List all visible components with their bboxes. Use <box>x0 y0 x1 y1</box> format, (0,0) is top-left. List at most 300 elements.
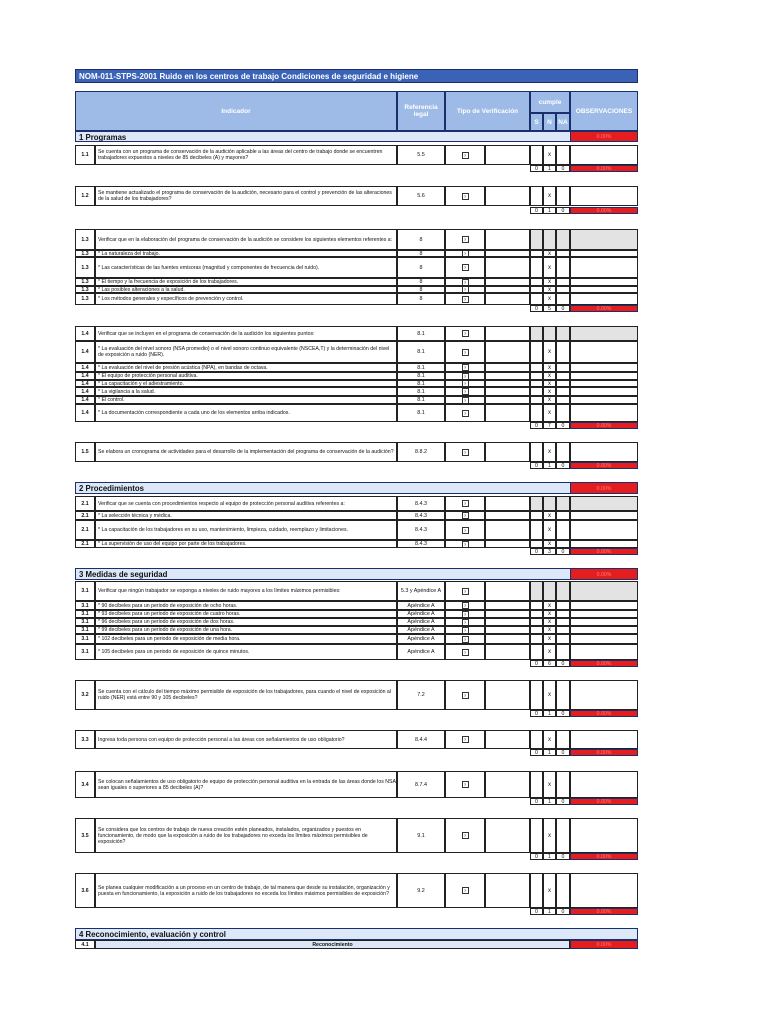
verification-cell[interactable] <box>445 626 485 634</box>
verification-note-cell[interactable] <box>485 257 530 278</box>
cumple-s-cell[interactable] <box>530 387 543 396</box>
cumple-n-cell[interactable] <box>543 229 556 250</box>
group-percent: 0.00% <box>570 853 638 860</box>
cumple-n-cell[interactable]: x <box>543 396 556 404</box>
cumple-na-cell[interactable] <box>556 581 570 601</box>
checkbox-icon[interactable]: ? <box>462 449 469 456</box>
cumple-s-cell[interactable] <box>530 626 543 634</box>
checkbox-icon[interactable]: ? <box>462 250 469 257</box>
verification-note-cell[interactable] <box>485 250 530 257</box>
cumple-n-cell[interactable]: x <box>543 186 556 206</box>
cumple-na-cell[interactable] <box>556 818 570 853</box>
observaciones-cell[interactable] <box>570 618 638 626</box>
cumple-n-cell[interactable]: x <box>543 873 556 908</box>
cumple-n-cell[interactable]: x <box>543 626 556 634</box>
cumple-n-cell[interactable]: x <box>543 680 556 710</box>
cumple-s-cell[interactable] <box>530 540 543 548</box>
cumple-na-cell[interactable] <box>556 520 570 540</box>
item-number: 3.6 <box>75 873 95 908</box>
verification-cell[interactable] <box>445 186 485 206</box>
item-reference: 8.1 <box>397 396 445 404</box>
verification-cell[interactable] <box>445 396 485 404</box>
verification-cell[interactable] <box>445 372 485 380</box>
observaciones-cell[interactable] <box>570 145 638 165</box>
verification-cell[interactable] <box>445 540 485 548</box>
verification-cell[interactable] <box>445 229 485 250</box>
total-na: 0 <box>556 462 570 469</box>
cumple-s-cell[interactable] <box>530 293 543 305</box>
cumple-na-cell[interactable] <box>556 293 570 305</box>
item-reference: Apéndice A <box>397 626 445 634</box>
verification-cell[interactable] <box>445 326 485 341</box>
total-s: 0 <box>530 305 543 312</box>
item-reference: Apéndice A <box>397 634 445 644</box>
cumple-n-cell[interactable]: x <box>543 771 556 798</box>
verification-note-cell[interactable] <box>485 404 530 422</box>
verification-note-cell[interactable] <box>485 634 530 644</box>
total-na: 0 <box>556 798 570 805</box>
verification-cell[interactable] <box>445 286 485 293</box>
total-na: 0 <box>556 749 570 756</box>
cumple-na-cell[interactable] <box>556 250 570 257</box>
cumple-s-cell[interactable] <box>530 278 543 286</box>
observaciones-cell[interactable] <box>570 380 638 387</box>
item-reference: 8 <box>397 257 445 278</box>
cumple-s-cell[interactable] <box>530 873 543 908</box>
item-text: * El control. <box>95 396 397 404</box>
verification-note-cell[interactable] <box>485 145 530 165</box>
total-na: 0 <box>556 853 570 860</box>
verification-cell[interactable] <box>445 278 485 286</box>
cumple-s-cell[interactable] <box>530 396 543 404</box>
group-percent: 0.00% <box>570 165 638 172</box>
observaciones-cell[interactable] <box>570 257 638 278</box>
verification-note-cell[interactable] <box>485 601 530 610</box>
cumple-n-cell[interactable]: x <box>543 730 556 749</box>
cumple-s-cell[interactable] <box>530 511 543 520</box>
cumple-na-cell[interactable] <box>556 145 570 165</box>
observaciones-cell[interactable] <box>570 680 638 710</box>
cumple-na-cell[interactable] <box>556 229 570 250</box>
checkbox-icon[interactable]: ? <box>462 388 469 395</box>
item-reference: 8 <box>397 278 445 286</box>
verification-note-cell[interactable] <box>485 372 530 380</box>
cumple-na-cell[interactable] <box>556 372 570 380</box>
observaciones-cell[interactable] <box>570 229 638 250</box>
verification-note-cell[interactable] <box>485 511 530 520</box>
verification-note-cell[interactable] <box>485 229 530 250</box>
cumple-na-cell[interactable] <box>556 626 570 634</box>
verification-cell[interactable] <box>445 618 485 626</box>
checkbox-icon[interactable]: ? <box>462 330 469 337</box>
section-percent: 0.00% <box>570 568 638 580</box>
verification-cell[interactable] <box>445 496 485 511</box>
verification-cell[interactable] <box>445 644 485 660</box>
observaciones-cell[interactable] <box>570 496 638 511</box>
observaciones-cell[interactable] <box>570 818 638 853</box>
total-n: 1 <box>543 798 556 805</box>
cumple-na-cell[interactable] <box>556 286 570 293</box>
cumple-na-cell[interactable] <box>556 363 570 372</box>
observaciones-cell[interactable] <box>570 873 638 908</box>
verification-note-cell[interactable] <box>485 771 530 798</box>
verification-note-cell[interactable] <box>485 680 530 710</box>
verification-cell[interactable] <box>445 250 485 257</box>
cumple-n-cell[interactable]: x <box>543 341 556 363</box>
cumple-s-cell[interactable] <box>530 442 543 462</box>
item-number: 3.1 <box>75 581 95 601</box>
verification-cell[interactable] <box>445 610 485 618</box>
cumple-n-cell[interactable] <box>543 326 556 341</box>
cumple-na-cell[interactable] <box>556 442 570 462</box>
cumple-na-cell[interactable] <box>556 610 570 618</box>
checkbox-icon[interactable]: ? <box>462 636 469 643</box>
verification-note-cell[interactable] <box>485 644 530 660</box>
verification-note-cell[interactable] <box>485 341 530 363</box>
section-header: 1 Programas <box>75 131 570 142</box>
checkbox-icon[interactable]: ? <box>462 193 469 200</box>
cumple-n-cell[interactable]: x <box>543 404 556 422</box>
item-number: 1.4 <box>75 341 95 363</box>
observaciones-cell[interactable] <box>570 610 638 618</box>
item-number: 1.1 <box>75 145 95 165</box>
checkbox-icon[interactable]: ? <box>462 692 469 699</box>
cumple-n-cell[interactable]: x <box>543 818 556 853</box>
item-text: Verificar que ningún trabajador se exponga a niveles de ruido mayores a los límites máximos permisibles: <box>95 581 397 601</box>
item-text: * Los métodos generales y específicos de prevención y control. <box>95 293 397 305</box>
cumple-na-cell[interactable] <box>556 404 570 422</box>
observaciones-cell[interactable] <box>570 644 638 660</box>
verification-note-cell[interactable] <box>485 496 530 511</box>
cumple-na-cell[interactable] <box>556 771 570 798</box>
item-text: * La vigilancia a la salud. <box>95 387 397 396</box>
verification-cell[interactable] <box>445 341 485 363</box>
observaciones-cell[interactable] <box>570 730 638 749</box>
cumple-s-cell[interactable] <box>530 601 543 610</box>
cumple-na-cell[interactable] <box>556 540 570 548</box>
total-s: 0 <box>530 710 543 717</box>
item-text: Verificar que se cuenta con procedimientos respecto al equipo de protección personal auditiva referentes a: <box>95 496 397 511</box>
item-text: * La naturaleza del trabajo. <box>95 250 397 257</box>
cumple-na-cell[interactable] <box>556 496 570 511</box>
verification-cell[interactable] <box>445 601 485 610</box>
observaciones-cell[interactable] <box>570 771 638 798</box>
cumple-n-cell[interactable]: x <box>543 278 556 286</box>
total-s: 0 <box>530 422 543 429</box>
item-text: * 99 decibeles para un periodo de exposición de una hora. <box>95 626 397 634</box>
checkbox-icon[interactable]: ? <box>462 611 469 618</box>
checkbox-icon[interactable]: ? <box>462 832 469 839</box>
checkbox-icon[interactable]: ? <box>462 781 469 788</box>
checkbox-icon[interactable]: ? <box>462 500 469 507</box>
item-reference: 5.5 <box>397 145 445 165</box>
checkbox-icon[interactable]: ? <box>462 364 469 371</box>
verification-cell[interactable] <box>445 520 485 540</box>
section-percent: 0.00% <box>570 131 638 142</box>
observaciones-cell[interactable] <box>570 634 638 644</box>
total-na: 0 <box>556 908 570 915</box>
cumple-na-cell[interactable] <box>556 511 570 520</box>
verification-note-cell[interactable] <box>485 442 530 462</box>
verification-cell[interactable] <box>445 145 485 165</box>
cumple-n-cell[interactable]: x <box>543 644 556 660</box>
cumple-s-cell[interactable] <box>530 730 543 749</box>
checkbox-icon[interactable]: ? <box>462 264 469 271</box>
observaciones-cell[interactable] <box>570 601 638 610</box>
cumple-s-cell[interactable] <box>530 771 543 798</box>
observaciones-cell[interactable] <box>570 626 638 634</box>
cumple-s-cell[interactable] <box>530 818 543 853</box>
item-reference: 8.1 <box>397 363 445 372</box>
cumple-na-cell[interactable] <box>556 278 570 286</box>
verification-note-cell[interactable] <box>485 873 530 908</box>
verification-cell[interactable] <box>445 771 485 798</box>
cumple-n-cell[interactable] <box>543 496 556 511</box>
verification-cell[interactable] <box>445 634 485 644</box>
checkbox-icon[interactable]: ? <box>462 541 469 548</box>
verification-note-cell[interactable] <box>485 380 530 387</box>
group-percent: 0.00% <box>570 422 638 429</box>
verification-cell[interactable] <box>445 257 485 278</box>
section-header: 3 Medidas de seguridad <box>75 568 570 580</box>
observaciones-cell[interactable] <box>570 387 638 396</box>
item-number: 3.1 <box>75 610 95 618</box>
cumple-na-cell[interactable] <box>556 644 570 660</box>
checkbox-icon[interactable]: ? <box>462 649 469 656</box>
cumple-na-cell[interactable] <box>556 387 570 396</box>
item-reference: 8 <box>397 286 445 293</box>
cumple-s-cell[interactable] <box>530 286 543 293</box>
item-number: 1.3 <box>75 278 95 286</box>
observaciones-cell[interactable] <box>570 442 638 462</box>
checkbox-icon[interactable]: ? <box>462 627 469 634</box>
cumple-s-cell[interactable] <box>530 581 543 601</box>
cumple-s-cell[interactable] <box>530 186 543 206</box>
item-reference: 8 <box>397 250 445 257</box>
item-number: 1.2 <box>75 186 95 206</box>
observaciones-cell[interactable] <box>570 520 638 540</box>
item-text: Se colocan señalamientos de uso obligatorio de equipo de protección personal auditiva en la entrada de las áreas donde los NSA sean iguales o superiores a 85 decibeles (A)? <box>95 771 397 798</box>
item-text: Se considera que los centros de trabajo de nueva creación estén planeados, instalados, organizados y puestos en funcionamiento, de modo que la exposición a ruido de los trabajadores no exceda los límites máximos permisibles de exposición? <box>95 818 397 853</box>
cumple-na-cell[interactable] <box>556 618 570 626</box>
group-percent: 0.00% <box>570 462 638 469</box>
observaciones-cell[interactable] <box>570 341 638 363</box>
observaciones-cell[interactable] <box>570 293 638 305</box>
cumple-n-cell[interactable]: x <box>543 511 556 520</box>
cumple-n-cell[interactable]: x <box>543 363 556 372</box>
observaciones-cell[interactable] <box>570 396 638 404</box>
verification-note-cell[interactable] <box>485 278 530 286</box>
verification-cell[interactable] <box>445 363 485 372</box>
verification-note-cell[interactable] <box>485 396 530 404</box>
item-number: 3.1 <box>75 601 95 610</box>
item-reference: 8.1 <box>397 326 445 341</box>
checkbox-icon[interactable]: ? <box>462 380 469 387</box>
item-number: 1.3 <box>75 257 95 278</box>
cumple-n-cell[interactable]: x <box>543 601 556 610</box>
group-percent: 0.00% <box>570 908 638 915</box>
verification-cell[interactable] <box>445 442 485 462</box>
cumple-s-cell[interactable] <box>530 404 543 422</box>
cumple-n-cell[interactable]: x <box>543 145 556 165</box>
verification-note-cell[interactable] <box>485 363 530 372</box>
cumple-s-cell[interactable] <box>530 326 543 341</box>
checkbox-icon[interactable]: ? <box>462 286 469 293</box>
total-s: 0 <box>530 207 543 214</box>
total-n: 1 <box>543 908 556 915</box>
item-reference: 8.1 <box>397 387 445 396</box>
observaciones-cell[interactable] <box>570 326 638 341</box>
cumple-na-cell[interactable] <box>556 680 570 710</box>
cumple-n-cell[interactable]: x <box>543 293 556 305</box>
cumple-s-cell[interactable] <box>530 257 543 278</box>
checkbox-icon[interactable]: ? <box>462 373 469 380</box>
cumple-s-cell[interactable] <box>530 250 543 257</box>
cumple-s-cell[interactable] <box>530 380 543 387</box>
cumple-s-cell[interactable] <box>530 618 543 626</box>
checkbox-icon[interactable]: ? <box>462 410 469 417</box>
group-percent: 0.00% <box>570 710 638 717</box>
cumple-n-cell[interactable]: x <box>543 250 556 257</box>
cumple-s-cell[interactable] <box>530 520 543 540</box>
verification-note-cell[interactable] <box>485 293 530 305</box>
cumple-na-cell[interactable] <box>556 634 570 644</box>
observaciones-cell[interactable] <box>570 540 638 548</box>
verification-note-cell[interactable] <box>485 540 530 548</box>
cumple-n-cell[interactable]: x <box>543 610 556 618</box>
cumple-n-cell[interactable] <box>543 581 556 601</box>
checkbox-icon[interactable]: ? <box>462 736 469 743</box>
checkbox-icon[interactable]: ? <box>462 152 469 159</box>
cumple-s-cell[interactable] <box>530 145 543 165</box>
verification-cell[interactable] <box>445 818 485 853</box>
cumple-n-cell[interactable]: x <box>543 540 556 548</box>
verification-cell[interactable] <box>445 680 485 710</box>
verification-note-cell[interactable] <box>485 520 530 540</box>
total-n: 3 <box>543 548 556 555</box>
cumple-n-cell[interactable]: x <box>543 387 556 396</box>
checkbox-icon[interactable]: ? <box>462 588 469 595</box>
cumple-s-cell[interactable] <box>530 644 543 660</box>
verification-cell[interactable] <box>445 293 485 305</box>
cumple-s-cell[interactable] <box>530 496 543 511</box>
verification-note-cell[interactable] <box>485 618 530 626</box>
verification-cell[interactable] <box>445 511 485 520</box>
cumple-na-cell[interactable] <box>556 326 570 341</box>
header-n: N <box>543 113 556 131</box>
item-reference: 8.8.2 <box>397 442 445 462</box>
checkbox-icon[interactable]: ? <box>462 397 469 404</box>
cumple-n-cell[interactable]: x <box>543 634 556 644</box>
cumple-n-cell[interactable]: x <box>543 520 556 540</box>
cumple-na-cell[interactable] <box>556 601 570 610</box>
group-percent: 0.00% <box>570 798 638 805</box>
cumple-s-cell[interactable] <box>530 341 543 363</box>
cumple-na-cell[interactable] <box>556 341 570 363</box>
verification-cell[interactable] <box>445 730 485 749</box>
header-tipo-verificacion: Tipo de Verificación <box>445 91 530 131</box>
item-number: 3.2 <box>75 680 95 710</box>
cumple-na-cell[interactable] <box>556 257 570 278</box>
header-observaciones: OBSERVACIONES <box>570 91 638 131</box>
verification-cell[interactable] <box>445 387 485 396</box>
checkbox-icon[interactable]: ? <box>462 527 469 534</box>
header-s: S <box>530 113 543 131</box>
checkbox-icon[interactable]: ? <box>462 512 469 519</box>
header-cumple: cumple <box>530 91 570 113</box>
item-text: * La evaluación del nivel sonoro (NSA promedio) o el nivel sonoro continuo equivalente (NSCEA,T) y la determinación del nivel de exposición a ruido (NER). <box>95 341 397 363</box>
verification-note-cell[interactable] <box>485 326 530 341</box>
verification-note-cell[interactable] <box>485 818 530 853</box>
verification-note-cell[interactable] <box>485 626 530 634</box>
verification-note-cell[interactable] <box>485 581 530 601</box>
cumple-s-cell[interactable] <box>530 229 543 250</box>
verification-cell[interactable] <box>445 873 485 908</box>
item-reference: 8 <box>397 229 445 250</box>
total-s: 0 <box>530 749 543 756</box>
observaciones-cell[interactable] <box>570 404 638 422</box>
cumple-s-cell[interactable] <box>530 680 543 710</box>
observaciones-cell[interactable] <box>570 186 638 206</box>
observaciones-cell[interactable] <box>570 581 638 601</box>
total-n: 6 <box>543 660 556 667</box>
observaciones-cell[interactable] <box>570 278 638 286</box>
checkbox-icon[interactable]: ? <box>462 887 469 894</box>
cumple-s-cell[interactable] <box>530 634 543 644</box>
cumple-s-cell[interactable] <box>530 372 543 380</box>
checkbox-icon[interactable]: ? <box>462 279 469 286</box>
cumple-n-cell[interactable]: x <box>543 618 556 626</box>
verification-note-cell[interactable] <box>485 730 530 749</box>
cumple-na-cell[interactable] <box>556 396 570 404</box>
verification-cell[interactable] <box>445 581 485 601</box>
checkbox-icon[interactable]: ? <box>462 349 469 356</box>
verification-note-cell[interactable] <box>485 387 530 396</box>
cumple-s-cell[interactable] <box>530 363 543 372</box>
verification-note-cell[interactable] <box>485 286 530 293</box>
section-header: 2 Procedimientos <box>75 482 570 494</box>
observaciones-cell[interactable] <box>570 250 638 257</box>
total-na: 0 <box>556 660 570 667</box>
observaciones-cell[interactable] <box>570 372 638 380</box>
cumple-n-cell[interactable]: x <box>543 286 556 293</box>
checkbox-icon[interactable]: ? <box>462 296 469 303</box>
verification-cell[interactable] <box>445 404 485 422</box>
cumple-na-cell[interactable] <box>556 730 570 749</box>
cumple-n-cell[interactable]: x <box>543 442 556 462</box>
verification-note-cell[interactable] <box>485 610 530 618</box>
verification-note-cell[interactable] <box>485 186 530 206</box>
cumple-na-cell[interactable] <box>556 380 570 387</box>
cumple-na-cell[interactable] <box>556 873 570 908</box>
total-na: 0 <box>556 710 570 717</box>
cumple-s-cell[interactable] <box>530 610 543 618</box>
observaciones-cell[interactable] <box>570 363 638 372</box>
checkbox-icon[interactable]: ? <box>462 619 469 626</box>
item-number: 1.4 <box>75 380 95 387</box>
observaciones-cell[interactable] <box>570 286 638 293</box>
section-percent: 0.00% <box>570 940 638 949</box>
observaciones-cell[interactable] <box>570 511 638 520</box>
cumple-na-cell[interactable] <box>556 186 570 206</box>
verification-cell[interactable] <box>445 380 485 387</box>
cumple-n-cell[interactable]: x <box>543 372 556 380</box>
cumple-n-cell[interactable]: x <box>543 257 556 278</box>
cumple-n-cell[interactable]: x <box>543 380 556 387</box>
total-n: 1 <box>543 853 556 860</box>
checkbox-icon[interactable]: ? <box>462 602 469 609</box>
checkbox-icon[interactable]: ? <box>462 236 469 243</box>
